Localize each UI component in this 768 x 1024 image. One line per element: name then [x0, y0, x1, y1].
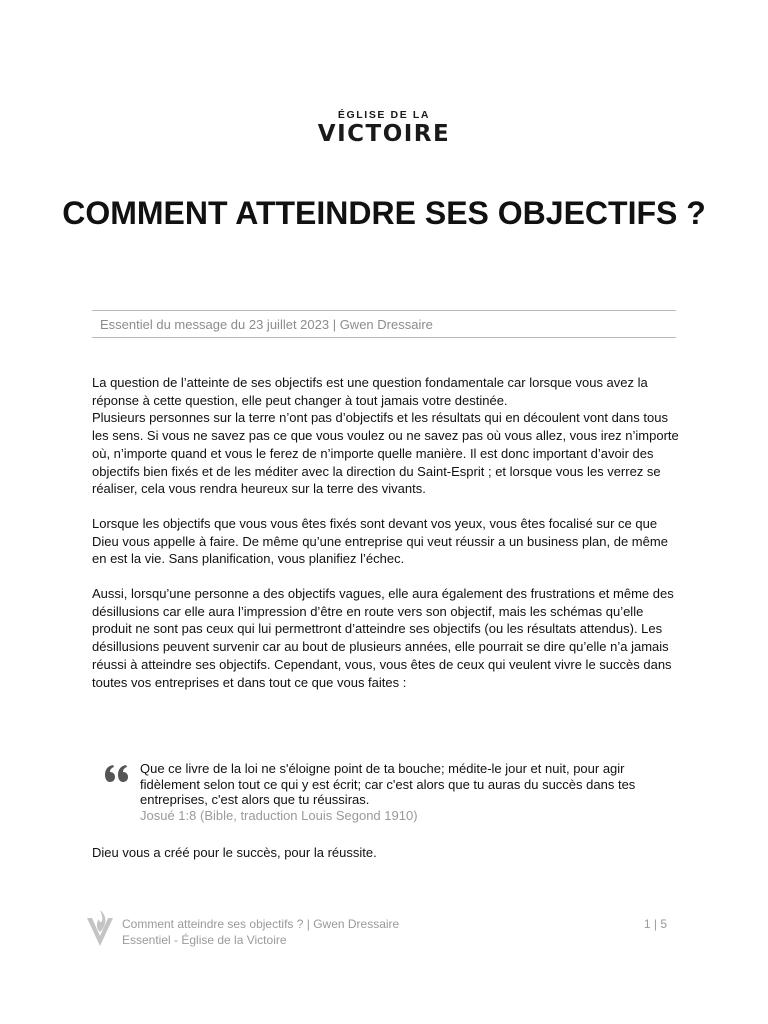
closing-line: Dieu vous a créé pour le succès, pour la réussite.: [92, 845, 377, 860]
page-title: COMMENT ATTEINDRE SES OBJECTIFS ?: [62, 195, 706, 231]
quote-reference: Josué 1:8 (Bible, traduction Louis Segond 1910): [140, 807, 418, 823]
flame-v-logo-icon: [86, 908, 114, 948]
paragraph-2: Lorsque les objectifs que vous vous êtes fixés sont devant vos yeux, vous êtes focalisé sur ce que Dieu vous appelle à faire. De même qu’une entreprise qui veut réussir a un business plan, de même en est la vie. Sans planification, vous planifiez l’échec.: [92, 515, 668, 567]
church-logo: [0, 109, 768, 146]
footer-line-1: Comment atteindre ses objectifs ? | Gwen Dressaire: [122, 917, 400, 931]
logo-line-1: ÉGLISE DE LA: [337, 109, 431, 121]
paragraph-1b: Plusieurs personnes sur la terre n’ont pas d’objectifs et les résultats qui en découlent vont dans tous les sens. Si vous ne savez pas ce que vous voulez ou ne savez pas où vous allez, vous irez n’importe où, n’importe quand et vous le ferez de n’importe quelle manière. Il est donc important d’avoir des objectifs bien fixés et de les méditer avec la direction du Saint-Esprit ; et lorsque vous les verrez se réaliser, cela vous rendra heureux sur la terre des vivants.: [92, 410, 679, 497]
quote-body: [140, 761, 660, 823]
paragraph-3: Aussi, lorsqu’une personne a des objectifs vagues, elle aura également des frustrations et même des désillusions car elle aura l’impression d’être en route vers son objectif, mais les schémas qu’elle produit ne sont pas ceux qui lui permettront d’atteindre ses objectifs (ou les résultats attendus). Les désillusions peuvent survenir car au bout de plusieurs années, elle pourrait se dire qu’elle n’a jamais réussi à atteindre ses objectifs. Cependant, vous, vous êtes de ceux qui veulent vivre le succès dans toutes vos entreprises et dans tout ce que vous faites :: [92, 586, 674, 690]
article-body: [92, 374, 684, 708]
page-number: 1 | 5: [643, 917, 667, 931]
paragraph-1a: La question de l’atteinte de ses objectifs est une question fondamentale car lorsque vous avez la réponse à cette question, elle peut changer à tout jamais votre destinée.: [92, 375, 648, 408]
quote-mark-icon: [103, 763, 131, 785]
message-info-bar: [92, 310, 676, 338]
quote-text: Que ce livre de la loi ne s'éloigne point de ta bouche; médite-le jour et nuit, pour agir fidèlement selon tout ce qui y est écrit; car c'est alors que tu auras du succès dans tes entreprises, c'est alors que tu réussiras.: [140, 761, 636, 807]
logo-line-2: VICTOIRE: [317, 121, 451, 147]
paragraph-1: [92, 374, 684, 498]
message-info: Essentiel du message du 23 juillet 2023 | Gwen Dressaire: [100, 317, 433, 332]
footer-line-2: Essentiel - Église de la Victoire: [122, 933, 287, 947]
page-footer: [122, 916, 399, 948]
